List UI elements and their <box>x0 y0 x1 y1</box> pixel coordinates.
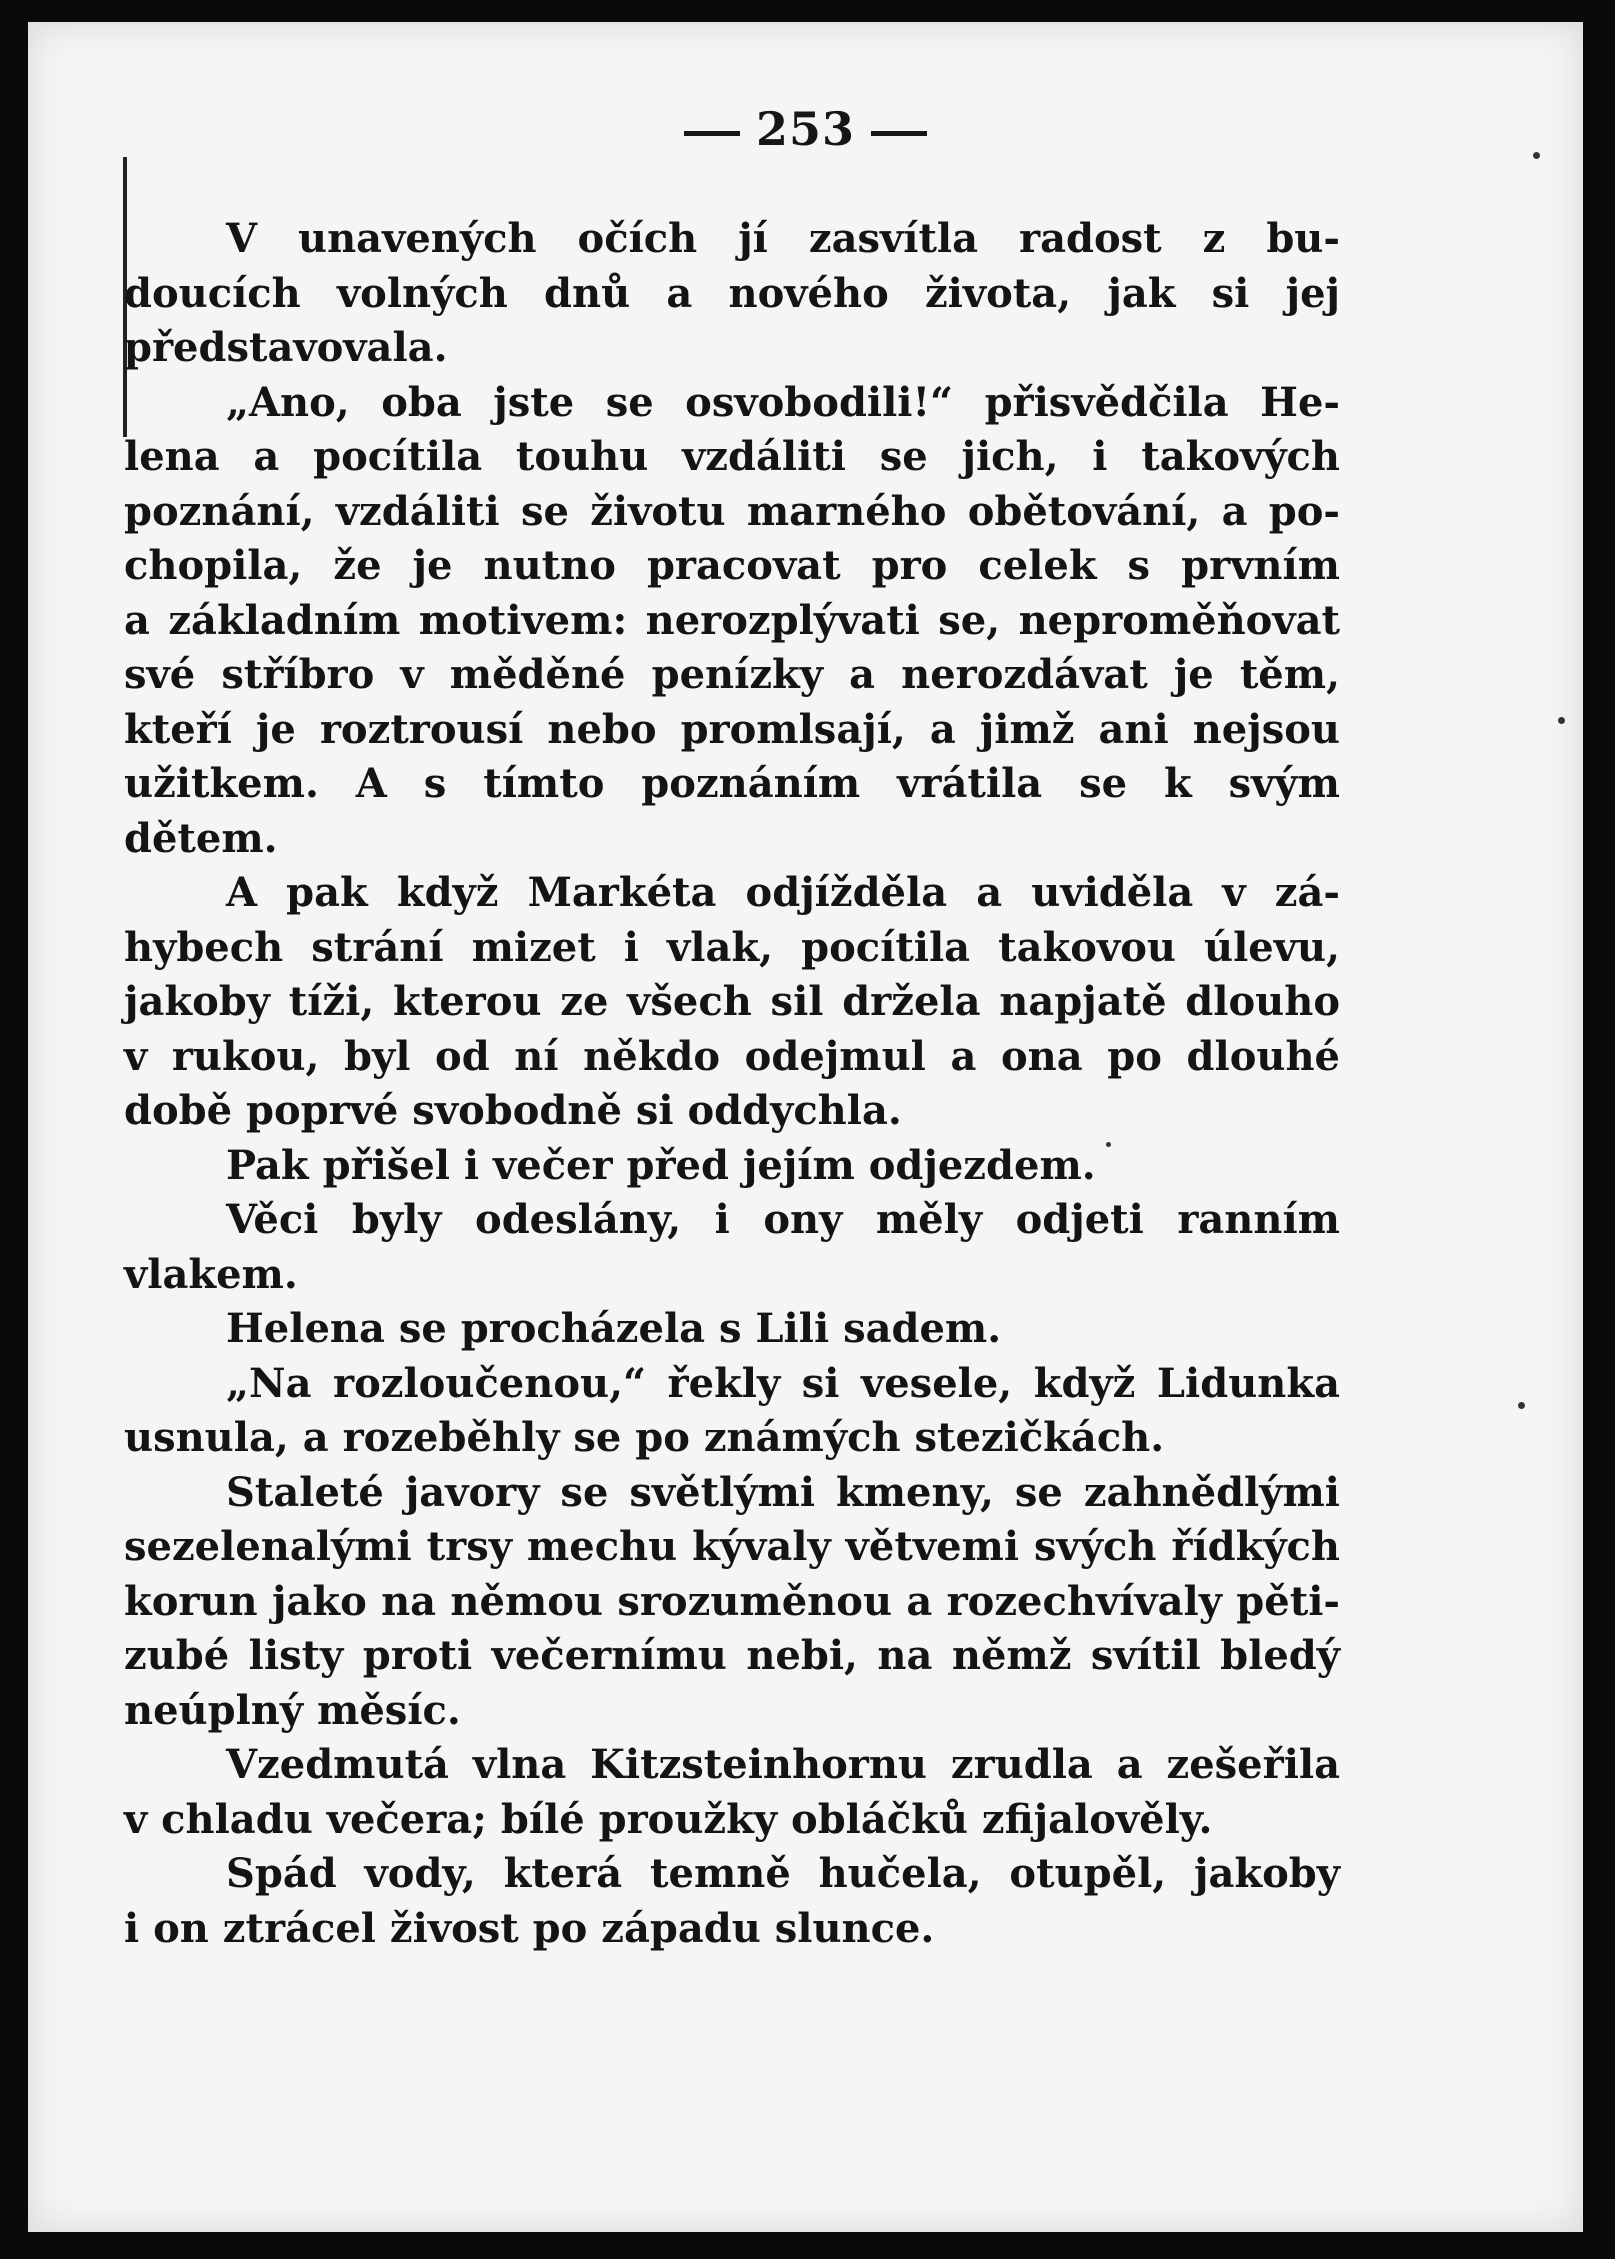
paragraph <box>124 376 1340 867</box>
paragraph <box>124 1738 1340 1847</box>
text-line: i on ztrácel živost po západu slunce. <box>124 1904 935 1952</box>
scan-speck <box>1106 1142 1111 1147</box>
text-line: jakoby tíži, kterou ze všech sil držela napjatě dlouho <box>124 978 1340 1025</box>
text-line: usnula, a rozeběhly se po známých stezičkách. <box>124 1414 1165 1461</box>
paragraph <box>124 1847 1340 1956</box>
page-number-dash-left <box>684 131 740 136</box>
paragraph <box>124 1302 1340 1357</box>
text-line: neúplný měsíc. <box>124 1686 461 1734</box>
text-line: korun jako na němou srozuměnou a rozechvívaly pěti- <box>124 1577 1340 1625</box>
paragraph <box>124 1466 1340 1739</box>
text-line: hybech strání mizet i vlak, pocítila takovou úlevu, <box>124 923 1340 971</box>
text-line: V unavených očích jí zasvítla radost z bu- <box>226 215 1340 262</box>
text-line: „Ano, oba jste se osvobodili!“ přisvědčila He- <box>226 378 1340 426</box>
text-line: v chladu večera; bílé proužky obláčků zfijalověly. <box>124 1795 1213 1843</box>
text-line: Pak přišel i večer před jejím odjezdem. <box>226 1141 1096 1189</box>
book-page <box>28 22 1583 2232</box>
scan-speck <box>1558 717 1565 724</box>
text-line: v rukou, byl od ní někdo odejmul a ona po dlouhé <box>124 1032 1340 1080</box>
paragraph <box>124 1193 1340 1302</box>
text-line: lena a pocítila touhu vzdáliti se jich, i takových <box>124 433 1340 480</box>
text-line: užitkem. A s tímto poznáním vrátila se k svým <box>124 760 1340 807</box>
paragraph <box>124 212 1340 376</box>
paragraph <box>124 866 1340 1139</box>
text-line: „Na rozloučenou,“ řekly si vesele, když Lidunka <box>226 1359 1340 1407</box>
scan-speck <box>1533 152 1540 159</box>
text-line: době poprvé svobodně si oddychla. <box>124 1087 902 1134</box>
text-line: kteří je roztrousí nebo promlsají, a jimž ani nejsou <box>124 705 1340 753</box>
text-line: chopila, že je nutno pracovat pro celek s prvním <box>124 542 1340 589</box>
page-number-dash-right <box>871 131 927 136</box>
text-line: poznání, vzdáliti se životu marného obětování, a po- <box>124 487 1340 535</box>
text-line: zubé listy proti večernímu nebi, na němž svítil bledý <box>124 1632 1340 1679</box>
text-line: dětem. <box>124 814 278 862</box>
text-line: Věci byly odeslány, i ony měly odjeti ranním <box>226 1196 1340 1243</box>
text-line: vlakem. <box>124 1250 298 1298</box>
text-line: A pak když Markéta odjížděla a uviděla v zá- <box>226 869 1340 916</box>
text-line: Vzedmutá vlna Kitzsteinhornu zrudla a zešeřila <box>226 1741 1340 1788</box>
text-line: své stříbro v měděné penízky a nerozdávat je těm, <box>124 651 1340 698</box>
text-line: a základním motivem: nerozplývati se, neproměňovat <box>124 596 1340 644</box>
text-line: doucích volných dnů a nového života, jak si jej <box>124 269 1340 317</box>
text-line: Staleté javory se světlými kmeny, se zahnědlými <box>226 1468 1340 1516</box>
page-number <box>28 102 1583 156</box>
page-number-value: 253 <box>755 102 856 156</box>
text-line: představovala. <box>124 324 448 371</box>
paragraph <box>124 1139 1340 1194</box>
text-line: sezelenalými trsy mechu kývaly větvemi svých řídkých <box>124 1523 1340 1570</box>
scan-speck <box>1518 1402 1525 1409</box>
paragraph <box>124 1357 1340 1466</box>
text-line: Spád vody, která temně hučela, otupěl, jakoby <box>226 1850 1340 1897</box>
text-line: Helena se procházela s Lili sadem. <box>226 1305 1002 1352</box>
body-text <box>124 212 1340 1956</box>
